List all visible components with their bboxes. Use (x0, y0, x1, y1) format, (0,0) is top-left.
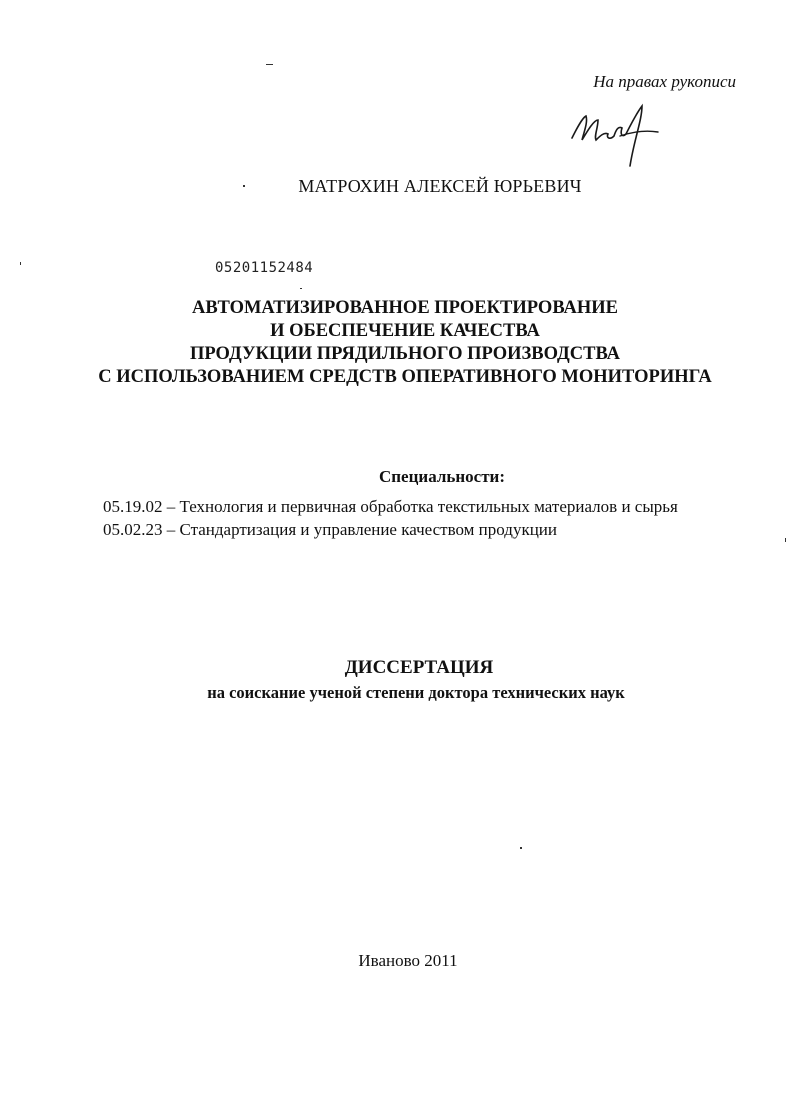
scan-speck (300, 288, 302, 289)
scan-speck (520, 847, 522, 849)
specialty-item: 05.19.02 – Технология и первичная обработка текстильных материалов и сырья (103, 497, 678, 516)
scan-speck (20, 262, 21, 265)
rights-note: На правах рукописи (593, 72, 736, 91)
title-line: ПРОДУКЦИИ ПРЯДИЛЬНОГО ПРОИЗВОДСТВА (189, 344, 621, 364)
catalog-code: 05201152484 (215, 260, 314, 276)
author-name: МАТРОХИН АЛЕКСЕЙ ЮРЬЕВИЧ (298, 176, 582, 196)
thesis-title (0, 297, 796, 389)
specialties-heading: Специальности: (378, 467, 506, 486)
city-year: Иваново 2011 (358, 951, 458, 970)
title-line: С ИСПОЛЬЗОВАНИЕМ СРЕДСТВ ОПЕРАТИВНОГО МОНИТОРИНГА (98, 367, 712, 387)
specialty-item: 05.02.23 – Стандартизация и управление качеством продукции (103, 520, 557, 539)
scan-speck (785, 538, 786, 542)
scan-speck (243, 185, 245, 187)
scan-speck (266, 64, 273, 65)
title-line: АВТОМАТИЗИРОВАННОЕ ПРОЕКТИРОВАНИЕ (192, 298, 618, 318)
work-type-label: ДИССЕРТАЦИЯ (344, 657, 494, 678)
degree-line: на соискание ученой степени доктора технических наук (207, 683, 625, 702)
handwritten-signature (562, 100, 672, 172)
title-line: И ОБЕСПЕЧЕНИЕ КАЧЕСТВА (270, 321, 540, 341)
